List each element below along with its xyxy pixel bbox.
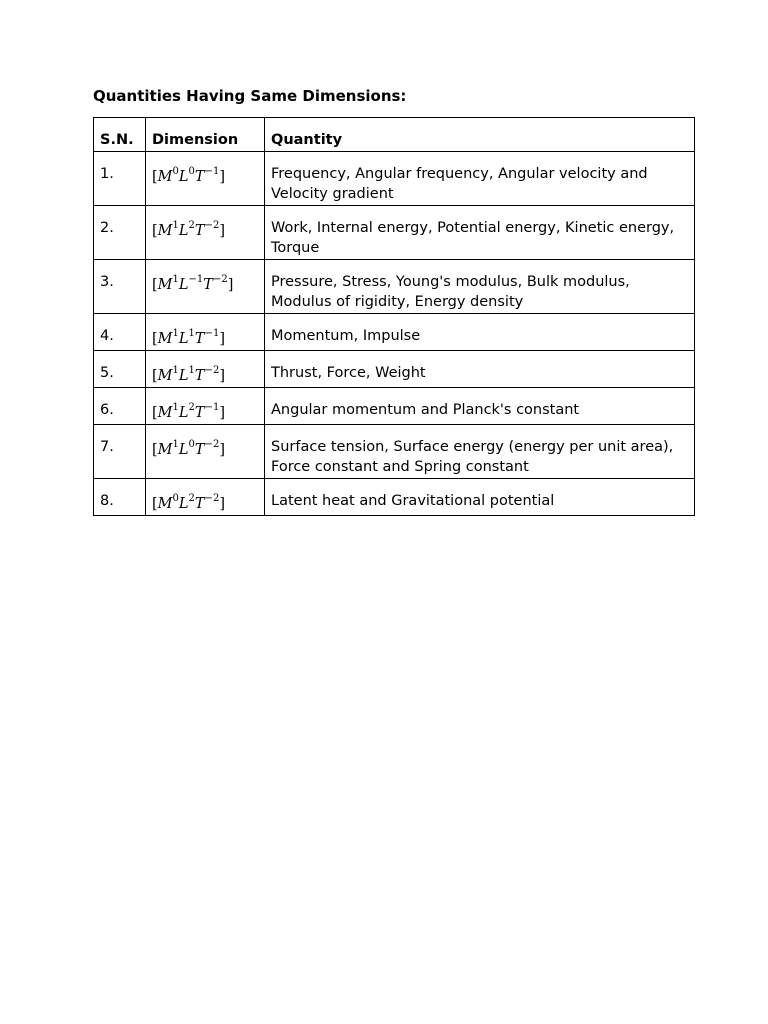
table-row [94,314,695,351]
exp-m: 1 [172,439,179,450]
cell-quantity: Latent heat and Gravitational potential [265,479,695,516]
exp-m: 0 [172,166,179,177]
exp-t: −1 [204,328,220,339]
exp-l: 0 [188,439,195,450]
exp-m: 1 [172,220,179,231]
exp-l: −1 [188,274,204,285]
dimension-formula: $[M^1L^0T^{-2}]$ [152,439,226,458]
exp-m: 1 [172,328,179,339]
exp-t: −2 [204,493,220,504]
cell-dimension [146,388,265,425]
dimension-formula: $[M^1L^{-1}T^{-2}]$ [152,274,234,293]
table-row [94,260,695,314]
exp-m: 0 [172,493,179,504]
cell-sn: 2. [94,206,146,260]
dimension-formula: $[M^1L^2T^{-2}]$ [152,220,226,239]
cell-quantity: Momentum, Impulse [265,314,695,351]
cell-dimension [146,425,265,479]
dimensions-table [93,117,695,516]
exp-t: −2 [204,365,220,376]
exp-t: −1 [204,166,220,177]
cell-quantity: Frequency, Angular frequency, Angular velocity and Velocity gradient [265,152,695,206]
header-quantity: Quantity [265,118,695,152]
cell-quantity: Angular momentum and Planck's constant [265,388,695,425]
cell-quantity: Pressure, Stress, Young's modulus, Bulk modulus, Modulus of rigidity, Energy density [265,260,695,314]
table-row [94,152,695,206]
table-row [94,206,695,260]
cell-sn: 7. [94,425,146,479]
table-header [94,118,695,152]
exp-t: −1 [204,402,220,413]
cell-sn: 1. [94,152,146,206]
exp-t: −2 [204,439,220,450]
cell-sn: 8. [94,479,146,516]
cell-dimension [146,206,265,260]
exp-l: 0 [188,166,195,177]
exp-l: 2 [188,402,195,413]
cell-dimension [146,152,265,206]
table-row [94,425,695,479]
cell-dimension [146,314,265,351]
exp-m: 1 [172,274,179,285]
page-title: Quantities Having Same Dimensions: [93,87,407,105]
table-row [94,479,695,516]
header-sn: S.N. [94,118,146,152]
cell-quantity: Work, Internal energy, Potential energy, Kinetic energy, Torque [265,206,695,260]
cell-dimension [146,260,265,314]
dimension-formula: $[M^1L^1T^{-2}]$ [152,365,226,384]
cell-dimension [146,479,265,516]
table-body [94,152,695,516]
table-row [94,388,695,425]
cell-sn: 5. [94,351,146,388]
exp-t: −2 [212,274,228,285]
cell-sn: 3. [94,260,146,314]
exp-l: 1 [188,365,195,376]
dimension-formula: $[M^0L^0T^{-1}]$ [152,166,226,185]
table-header-row [94,118,695,152]
table-row [94,351,695,388]
cell-sn: 4. [94,314,146,351]
exp-l: 2 [188,493,195,504]
exp-t: −2 [204,220,220,231]
cell-quantity: Thrust, Force, Weight [265,351,695,388]
header-dimension: Dimension [146,118,265,152]
exp-m: 1 [172,402,179,413]
dimension-formula: $[M^0L^2T^{-2}]$ [152,493,226,512]
dimension-formula: $[M^1L^1T^{-1}]$ [152,328,226,347]
cell-quantity: Surface tension, Surface energy (energy per unit area), Force constant and Spring constant [265,425,695,479]
cell-dimension [146,351,265,388]
cell-sn: 6. [94,388,146,425]
dimension-formula: $[M^1L^2T^{-1}]$ [152,402,226,421]
exp-l: 2 [188,220,195,231]
exp-m: 1 [172,365,179,376]
exp-l: 1 [188,328,195,339]
